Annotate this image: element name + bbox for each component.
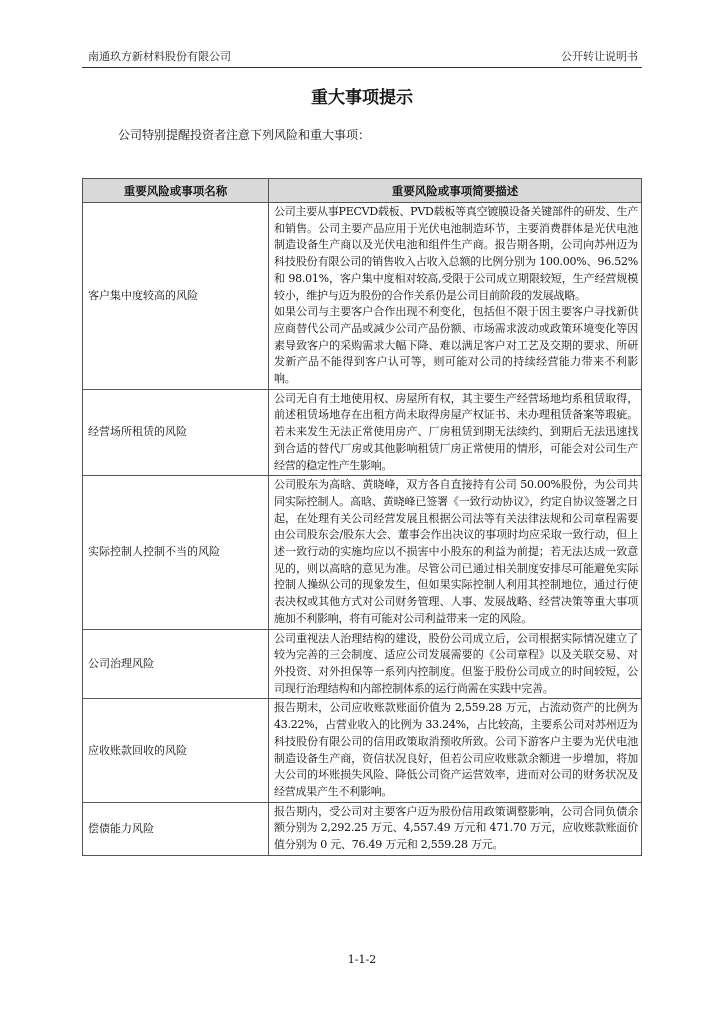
risk-table <box>82 178 642 856</box>
risk-description-paragraph: 报告期末，公司应收账款账面价值为 2,559.28 万元，占流动资产的比例为 43.22%，占营业收入的比例为 33.24%，占比较高，主要系公司对苏州迈为科技股份有限公司的信用政策取消预收所致。公司下游客户主要为光伏电池制造设备生产商，资信状况良好，但若公司应收账款余额进一步增加，将加大公司的坏账损失风险、降低公司资产运营效率，进而对公司的财务状况及经营成果产生不利影响。 <box>274 701 638 798</box>
risk-description-cell <box>269 629 642 699</box>
page-header <box>82 50 642 66</box>
risk-description-paragraph: 公司无自有土地使用权、房屋所有权，其主要生产经营场地均系租赁取得，前述租赁场地存在出租方尚未取得房屋产权证书、未办理租赁备案等瑕疵。若未来发生无法正常使用房产、厂房租赁到期无法续约、到期后无法迅速找到合适的替代厂房或其他影响租赁厂房正常使用的情形，可能会对公司生产经营的稳定性产生影响。 <box>274 391 638 472</box>
header-document-type: 公开转让说明书 <box>561 50 638 63</box>
table-row <box>83 476 642 629</box>
page-title: 重大事项提示 <box>311 88 413 108</box>
header-company-name: 南通玖方新材料股份有限公司 <box>88 50 231 63</box>
risk-name-cell: 实际控制人控制不当的风险 <box>83 476 269 629</box>
risk-name-cell: 经营场所租赁的风险 <box>83 389 269 476</box>
risk-description-cell <box>269 476 642 629</box>
risk-description-paragraph: 报告期内，受公司对主要客户迈为股份信用政策调整影响，公司合同负债余额分别为 2,292.25 万元、4,557.49 万元和 471.70 万元，应收账款账面价值分别为 0 元、76.49 万元和 2,559.28 万元。 <box>274 804 638 852</box>
header-divider <box>82 67 642 68</box>
table-row <box>83 802 642 855</box>
risk-description-cell <box>269 699 642 802</box>
column-header-name: 重要风险或事项名称 <box>83 179 269 203</box>
table-header-row <box>83 179 642 203</box>
risk-description-paragraph: 如果公司与主要客户合作出现不利变化，包括但不限于因主要客户寻找新供应商替代公司产品或减少公司产品份额、市场需求波动或政策环境变化等因素导致客户的采购需求大幅下降、难以满足客户对工艺及交期的要求、所研发新产品不能得到客户认可等，则可能对公司的持续经营能力带来不利影响。 <box>274 305 638 386</box>
risk-description-cell <box>269 802 642 855</box>
risk-name-cell: 公司治理风险 <box>83 629 269 699</box>
risk-description-paragraph: 公司主要从事PECVD载板、PVD载板等真空镀膜设备关键部件的研发、生产和销售。公司主要产品应用于光伏电池制造环节，主要消费群体是光伏电池制造设备生产商以及光伏电池和组件生产商。报告期各期，公司向苏州迈为科技股份有限公司的销售收入占收入总额的比例分别为 100.00%、96.52%和 98.01%，客户集中度相对较高,受限于公司成立期限较短，生产经营规模较小，维护与迈为股份的合作关系仍是公司目前阶段的发展战略。 <box>274 205 638 302</box>
risk-name-cell: 客户集中度较高的风险 <box>83 203 269 390</box>
column-header-description: 重要风险或事项简要描述 <box>269 179 642 203</box>
risk-description-cell <box>269 203 642 390</box>
risk-description-paragraph: 公司股东为高晗、黄晓峰，双方各自直接持有公司 50.00%股份，为公司共同实际控制人。高晗、黄晓峰已签署《一致行动协议》，约定自协议签署之日起，在处理有关公司经营发展且根据公司法等有关法律法规和公司章程需要由公司股东会/股东大会、董事会作出决议的事项时均应采取一致行动，但上述一致行动的实施均应以不损害中小股东的利益为前提；若无法达成一致意见的，则以高晗的意见为准。尽管公司已通过相关制度安排尽可能避免实际控制人操纵公司的现象发生，但如果实际控制人利用其控制地位，通过行使表决权或其他方式对公司财务管理、人事、发展战略、经营决策等重大事项施加不利影响，将有可能对公司利益带来一定的风险。 <box>274 478 638 625</box>
table-row <box>83 203 642 390</box>
page-number: 1-1-2 <box>347 953 377 966</box>
risk-name-cell: 应收账款回收的风险 <box>83 699 269 802</box>
intro-text: 公司特别提醒投资者注意下列风险和重大事项： <box>118 128 371 142</box>
table-row <box>83 699 642 802</box>
risk-description-cell <box>269 389 642 476</box>
risk-description-paragraph: 公司重视法人治理结构的建设，股份公司成立后，公司根据实际情况建立了较为完善的三会制度、适应公司发展需要的《公司章程》以及关联交易、对外投资、对外担保等一系列内控制度。但鉴于股份公司成立的时间较短，公司现行治理结构和内部控制体系的运行尚需在实践中完善。 <box>274 631 638 695</box>
risk-name-cell: 偿债能力风险 <box>83 802 269 855</box>
table-row <box>83 629 642 699</box>
table-row <box>83 389 642 476</box>
